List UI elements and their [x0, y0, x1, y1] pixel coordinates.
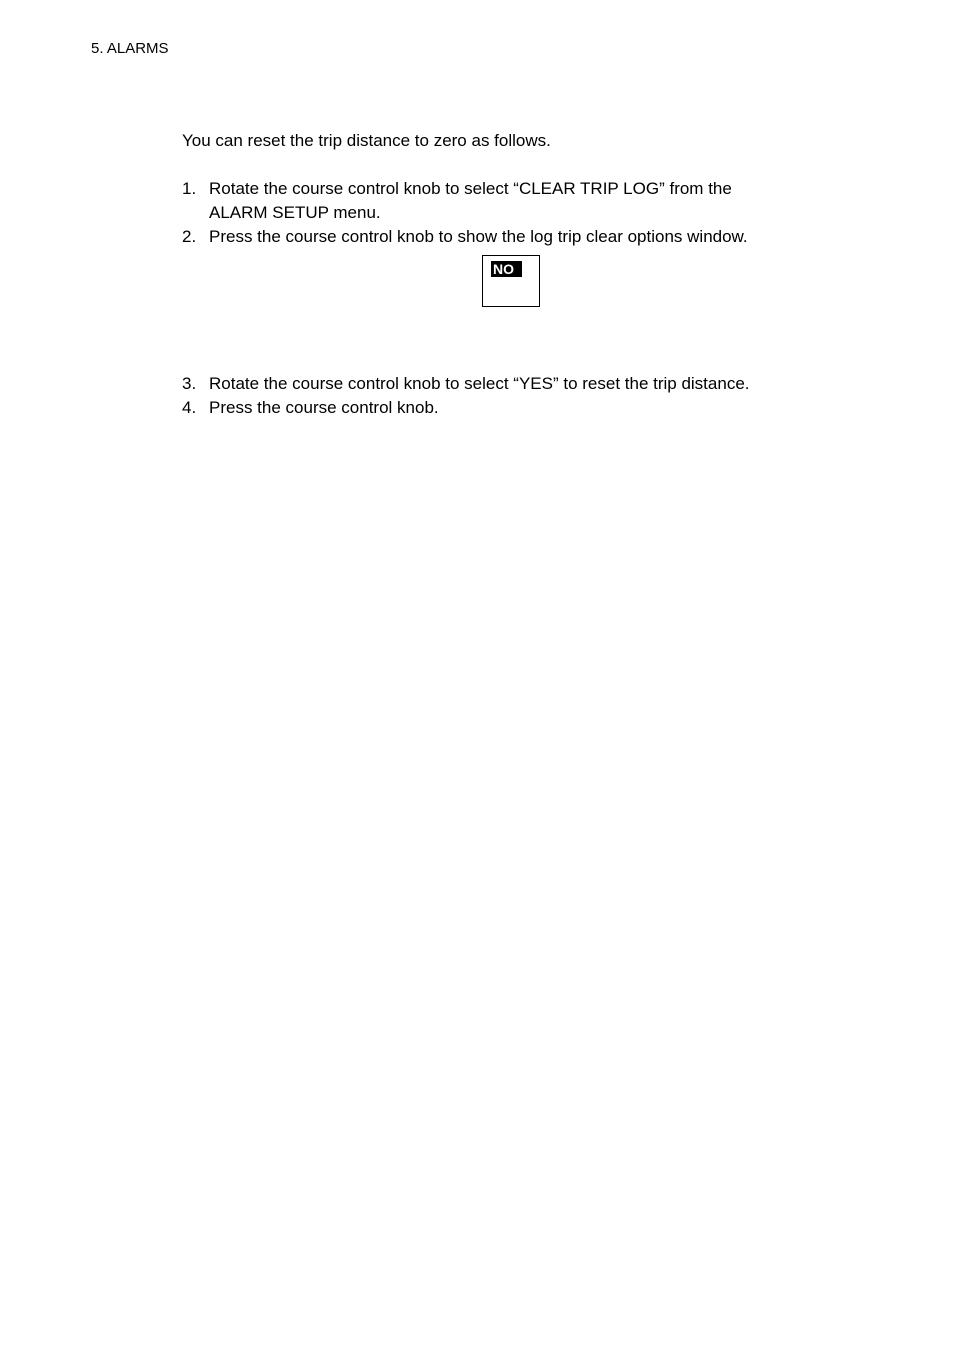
step-item-4 [182, 396, 842, 420]
step-item-3 [182, 372, 842, 396]
step-number: 1. [182, 179, 197, 198]
steps-list [182, 177, 842, 249]
step-text-continued: ALARM SETUP menu. [209, 203, 381, 222]
step-number: 3. [182, 374, 197, 393]
intro-text: You can reset the trip distance to zero as follows. [182, 131, 551, 150]
step-number: 4. [182, 398, 197, 417]
step-item-1 [182, 177, 842, 225]
steps-list-continued [182, 372, 842, 420]
step-text: Rotate the course control knob to select “CLEAR TRIP LOG” from the [209, 179, 732, 198]
step-item-2 [182, 225, 842, 249]
log-trip-clear-options-window [482, 255, 540, 307]
step-text: Press the course control knob. [209, 398, 439, 417]
step-number: 2. [182, 227, 197, 246]
option-no-selected[interactable]: NO [491, 261, 522, 277]
step-text: Rotate the course control knob to select “YES” to reset the trip distance. [209, 374, 750, 393]
section-header: 5. ALARMS [91, 40, 169, 57]
step-text: Press the course control knob to show the log trip clear options window. [209, 227, 748, 246]
